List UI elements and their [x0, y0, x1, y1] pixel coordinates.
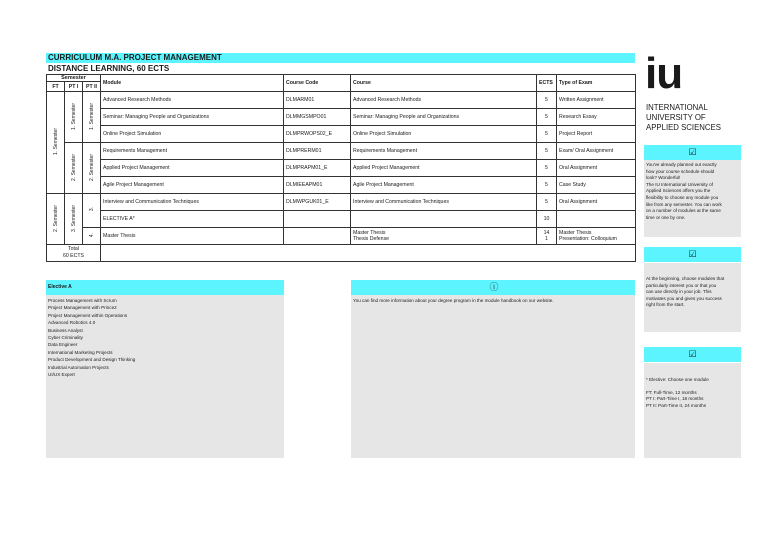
ects-cell: 5 — [537, 160, 557, 177]
info-icon: ⓘ — [351, 280, 635, 295]
course-code-header: Course Code — [284, 75, 351, 92]
checkbox-icon: ☑ — [644, 347, 741, 362]
tip-note: At the beginning, choose modules that particularly interest you or that you can use directly in your job. This motivates you and gives you success right from the start. — [644, 263, 741, 332]
ects-cell: 5 — [537, 109, 557, 126]
pt2-header: PT II — [83, 82, 101, 92]
total-cell: Total 60 ECTS — [47, 245, 101, 262]
code-cell: DLMPRWOPS02_E — [284, 126, 351, 143]
pt2-semester-1: 1. Semester — [83, 92, 101, 143]
course-cell: Interview and Communication Techniques — [351, 194, 537, 211]
checkbox-icon: ☑ — [644, 247, 741, 262]
ects-cell: 5 — [537, 143, 557, 160]
table-row — [47, 92, 636, 109]
list-item: UI/UX Expert — [48, 372, 75, 378]
course-cell: Seminar: Managing People and Organizations — [351, 109, 537, 126]
course-cell: Requirements Management — [351, 143, 537, 160]
ft-header: FT — [47, 82, 65, 92]
exam-cell — [557, 211, 636, 228]
list-item: Product Development and Design Thinking — [48, 357, 136, 363]
course-cell: Applied Project Management — [351, 160, 537, 177]
info-text: You can find more information about your degree program in the module handbook on our website. — [353, 298, 554, 303]
semester-header: Semester — [47, 75, 101, 82]
list-item: Project Management with Prince2 — [48, 305, 117, 311]
ects-cell: 5 — [537, 177, 557, 194]
list-item: Cyber Criminality — [48, 335, 83, 341]
pt1-semester-2: 2. Semester — [65, 143, 83, 194]
pt2-semester-2: 2. Semester — [83, 143, 101, 194]
code-cell — [284, 228, 351, 245]
table-row — [47, 126, 636, 143]
module-cell: Agile Project Management — [101, 177, 284, 194]
checkbox-icon: ☑ — [644, 145, 741, 160]
ects-header: ECTS — [537, 75, 557, 92]
module-cell: Online Project Simulation — [101, 126, 284, 143]
code-cell: DLMMGSMPO01 — [284, 109, 351, 126]
exam-cell: Case Study — [557, 177, 636, 194]
table-row — [47, 194, 636, 211]
legend-note: * Elective: Choose one module FT: Full-Time, 12 months PT I: Part-Time I, 18 months PT II: Part-Time II, 24 months — [644, 363, 741, 458]
ects-cell: 5 — [537, 126, 557, 143]
table-row — [47, 177, 636, 194]
code-cell: DLMPRERM01 — [284, 143, 351, 160]
exam-type-header: Type of Exam — [557, 75, 636, 92]
code-cell: DLMARM01 — [284, 92, 351, 109]
flexibility-note: You've already planned out exactly how your course schedule should look? Wonderful! The IU International University of Applied Sciences offers you the flexibility to choose any module you like from any semester. You can work on a number of modules at the same time or one by one. — [644, 160, 741, 237]
exam-cell: Oral Assignment — [557, 194, 636, 211]
pt1-header: PT I — [65, 82, 83, 92]
ft-semester-1: 1. Semester — [47, 92, 65, 194]
course-cell: Master Thesis Thesis Defense — [351, 228, 537, 245]
ft-semester-2: 2. Semester — [47, 194, 65, 245]
list-item: Advanced Robotics 4.0 — [48, 320, 96, 326]
empty-cell — [101, 245, 636, 262]
elective-header: Elective A — [46, 280, 284, 295]
ects-cell: 5 — [537, 92, 557, 109]
module-cell: Requirements Management — [101, 143, 284, 160]
list-item: Project Management within Operations — [48, 312, 128, 318]
module-cell: Master Thesis — [101, 228, 284, 245]
table-row — [47, 228, 636, 245]
table-row — [47, 143, 636, 160]
curriculum-table — [46, 74, 636, 262]
course-header: Course — [351, 75, 537, 92]
table-row — [47, 211, 636, 228]
course-cell: Online Project Simulation — [351, 126, 537, 143]
curriculum-subtitle: DISTANCE LEARNING, 60 ECTS — [48, 64, 170, 73]
exam-cell: Master Thesis Presentation: Colloquium — [557, 228, 636, 245]
course-cell — [351, 211, 537, 228]
module-cell: Seminar: Managing People and Organizations — [101, 109, 284, 126]
list-item: Industrial Automation Projects — [48, 364, 109, 370]
elective-list — [46, 295, 284, 458]
course-cell: Advanced Research Methods — [351, 92, 537, 109]
table-row — [47, 109, 636, 126]
module-cell: Interview and Communication Techniques — [101, 194, 284, 211]
code-cell: DLMWPGUK01_E — [284, 194, 351, 211]
module-cell: Advanced Research Methods — [101, 92, 284, 109]
exam-cell: Oral Assignment — [557, 160, 636, 177]
pt2-semester-3: 3. — [83, 194, 101, 228]
code-cell — [284, 211, 351, 228]
ects-cell: 5 — [537, 194, 557, 211]
module-header: Module — [101, 75, 284, 92]
info-panel — [351, 295, 635, 458]
course-cell: Agile Project Management — [351, 177, 537, 194]
code-cell: DLMPRAPM01_E — [284, 160, 351, 177]
total-row — [47, 245, 636, 262]
pt2-semester-4: 4. — [83, 228, 101, 245]
curriculum-title: CURRICULUM M.A. PROJECT MANAGEMENT — [46, 53, 635, 63]
list-item: Business Analyst — [48, 327, 83, 333]
list-item: Process Management with Scrum — [48, 298, 117, 303]
exam-cell: Research Essay — [557, 109, 636, 126]
ects-cell: 14 1 — [537, 228, 557, 245]
code-cell: DLMIEEAPM01 — [284, 177, 351, 194]
list-item: Data Engineer — [48, 342, 78, 348]
exam-cell: Written Assignment — [557, 92, 636, 109]
pt1-semester-1: 1. Semester — [65, 92, 83, 143]
module-cell: ELECTIVE A* — [101, 211, 284, 228]
exam-cell: Exam/ Oral Assignment — [557, 143, 636, 160]
exam-cell: Project Report — [557, 126, 636, 143]
pt1-semester-3: 3. Semester — [65, 194, 83, 245]
table-row — [47, 160, 636, 177]
university-name: INTERNATIONAL UNIVERSITY OF APPLIED SCIENCES — [646, 103, 721, 132]
list-item: International Marketing Projects — [48, 349, 113, 355]
module-cell: Applied Project Management — [101, 160, 284, 177]
iu-logo: iu — [645, 49, 683, 98]
ects-cell: 10 — [537, 211, 557, 228]
